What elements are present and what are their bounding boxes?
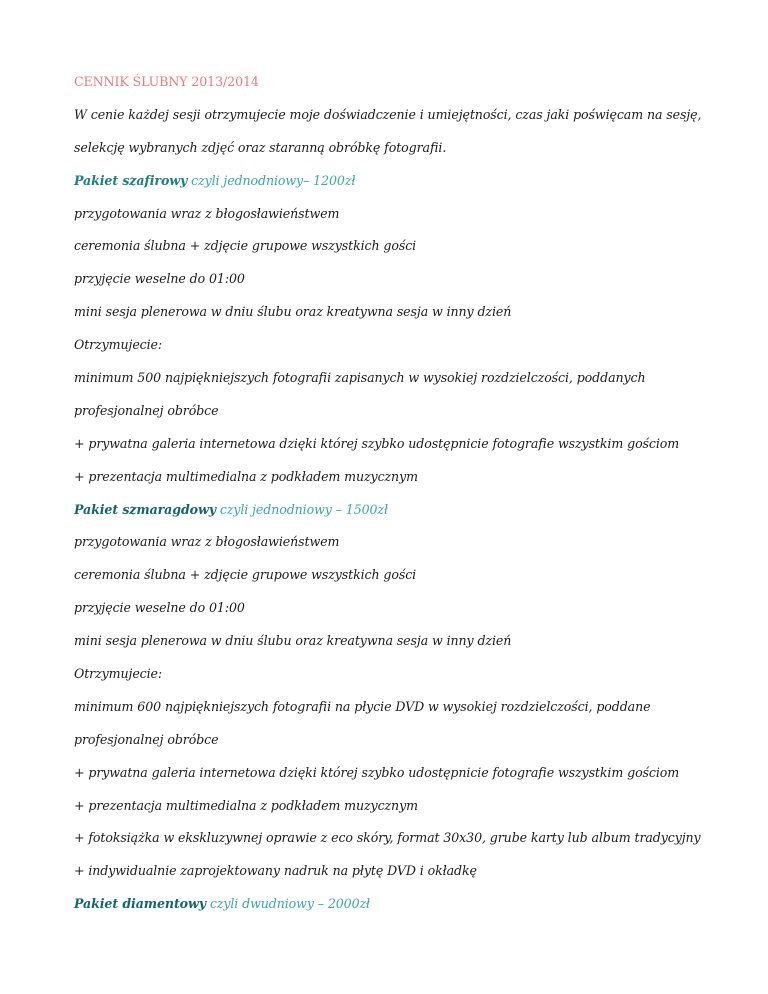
- page-title: CENNIK ŚLUBNY 2013/2014: [74, 74, 259, 89]
- package-item: przyjęcie weselne do 01:00: [74, 600, 245, 616]
- package-item: profesjonalnej obróbce: [74, 731, 219, 747]
- package-item: + prezentacja multimedialna z podkładem muzycznym: [74, 468, 418, 484]
- package-price: czyli jednodniowy – 1500zł: [215, 501, 388, 517]
- package-name: Pakiet szafirowy: [74, 172, 188, 188]
- package-item: przyjęcie weselne do 01:00: [74, 271, 245, 287]
- package-item: + prywatna galeria internetowa dzięki której szybko udostępnicie fotografie wszystkim gościom: [74, 435, 680, 451]
- package-item: mini sesja plenerowa w dniu ślubu oraz kreatywna sesja w inny dzień: [74, 304, 512, 320]
- package-item: przygotowania wraz z błogosławieństwem: [74, 205, 340, 221]
- package-item: + indywidualnie zaprojektowany nadruk na płytę DVD i okładkę: [74, 863, 477, 879]
- package-item: ceremonia ślubna + zdjęcie grupowe wszystkich gości: [74, 238, 417, 254]
- package-heading-diamentowy: [74, 888, 714, 921]
- package-item: + fotoksiążka w ekskluzywnej oprawie z eco skóry, format 30x30, grube karty lub album tradycyjny: [74, 830, 701, 846]
- document-page: [74, 66, 714, 921]
- package-heading-szmaragdowy: [74, 494, 714, 527]
- package-item: minimum 600 najpiękniejszych fotografii na płycie DVD w wysokiej rozdzielczości, poddane: [74, 698, 651, 714]
- package-item: Otrzymujecie:: [74, 666, 163, 682]
- package-item: profesjonalnej obróbce: [74, 402, 219, 418]
- package-item: Otrzymujecie:: [74, 337, 163, 353]
- package-item: przygotowania wraz z błogosławieństwem: [74, 534, 340, 550]
- package-heading-szafirowy: [74, 165, 714, 198]
- package-price: czyli dwudniowy – 2000zł: [205, 896, 371, 912]
- intro-line: selekcję wybranych zdjęć oraz staranną obróbkę fotografii.: [74, 139, 447, 155]
- package-item: ceremonia ślubna + zdjęcie grupowe wszystkich gości: [74, 567, 417, 583]
- package-item: minimum 500 najpiękniejszych fotografii zapisanych w wysokiej rozdzielczości, poddanych: [74, 370, 646, 386]
- package-item: + prezentacja multimedialna z podkładem muzycznym: [74, 797, 418, 813]
- package-item: + prywatna galeria internetowa dzięki której szybko udostępnicie fotografie wszystkim gościom: [74, 764, 680, 780]
- package-name: Pakiet szmaragdowy: [74, 501, 216, 517]
- package-name: Pakiet diamentowy: [74, 896, 206, 912]
- intro-line: W cenie każdej sesji otrzymujecie moje doświadczenie i umiejętności, czas jaki poświęcam na sesję,: [74, 106, 702, 122]
- package-item: mini sesja plenerowa w dniu ślubu oraz kreatywna sesja w inny dzień: [74, 633, 512, 649]
- package-price: czyli jednodniowy– 1200zł: [187, 172, 356, 188]
